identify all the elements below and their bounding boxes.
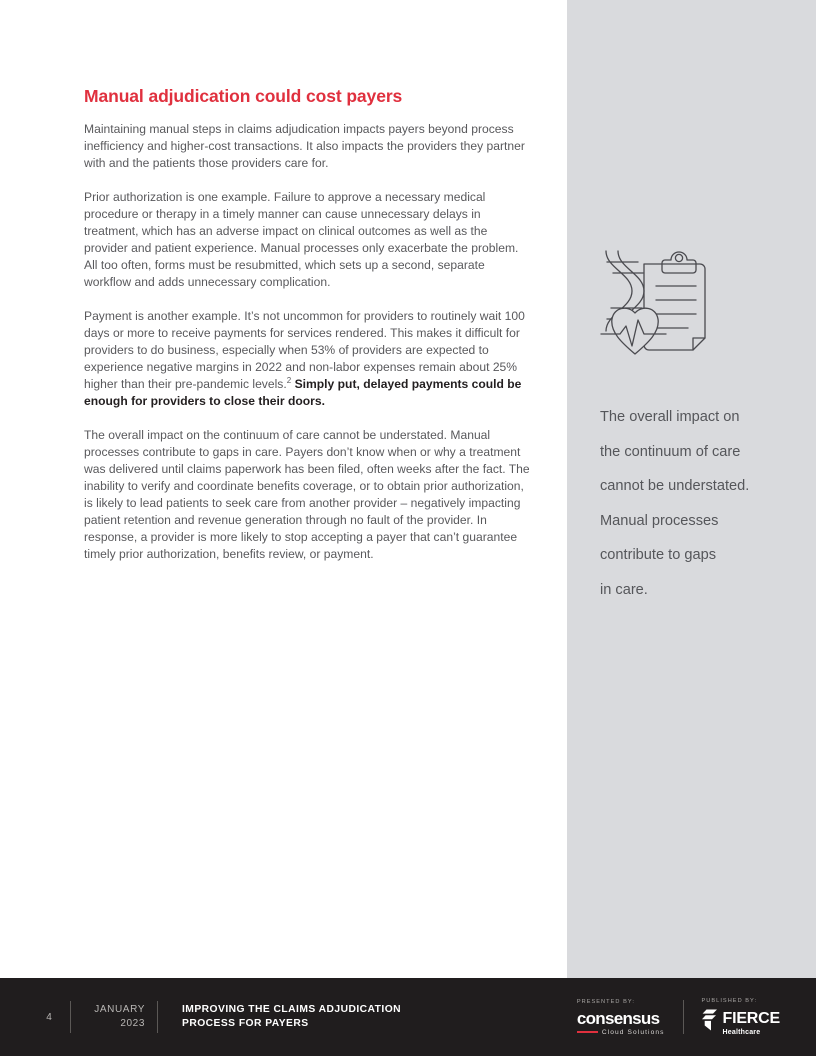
footer-year: 2023 xyxy=(120,1018,145,1029)
paragraph-text: Payment is another example. It’s not uncommon for providers to routinely wait 100 days or more to receive payments for services rendered. This makes it difficult for providers to do business, especially when 53% of providers are expected to experience negative margins in 2022 and non-labor expenses remain about 25% higher than their pre-pandemic levels. xyxy=(84,309,525,391)
pull-quote-line: in care. xyxy=(600,581,648,598)
page-title: Manual adjudication could cost payers xyxy=(84,86,403,106)
fierce-logo xyxy=(702,1009,780,1036)
pull-quote-line: the continuum of care xyxy=(600,443,741,460)
fierce-logo-wordmark: FIERCE xyxy=(722,1009,780,1027)
published-by-block xyxy=(684,998,794,1036)
footer-date xyxy=(83,1003,145,1031)
paragraph-text: Prior authorization is one example. Failure to approve a necessary medical procedure or therapy in a timely manner can cause unnecessary delays in treatment, which has an adverse impact on clinical outcomes as well as the provider and patient experience. Manual processes only exacerbate the problem. All too often, forms must be resubmitted, which sets up a second, separate workflow and adds unnecessary complication. xyxy=(84,190,519,289)
published-by-label: PUBLISHED BY: xyxy=(701,998,758,1004)
footnote-reference: 2 xyxy=(286,375,292,385)
body-paragraph-4 xyxy=(84,427,534,563)
body-paragraph-1 xyxy=(84,121,534,172)
footer-title-line: IMPROVING THE CLAIMS ADJUDICATION xyxy=(182,1003,402,1015)
paragraph-text: The overall impact on the continuum of care cannot be understated. Manual processes contribute to gaps in care. Payers don’t know when or why a treatment was delivered until claims paperwork has been filed, often weeks after the fact. The inability to verify and coordinate benefits coverage, or to obtain prior authorization, is likely to lead patients to seek care from another provider – negatively impacting patient retention and revenue generation through no fault of the provider. In response, a provider is more likely to stop accepting a payer that can’t guarantee timely prior authorization, benefits review, or payment. xyxy=(84,428,530,561)
pull-quote-line: cannot be understated. xyxy=(600,478,750,495)
consensus-logo-tagline: Cloud Solutions xyxy=(601,1028,665,1036)
footer-divider xyxy=(157,1001,158,1033)
footer-divider xyxy=(70,1001,71,1033)
presented-by-block xyxy=(563,999,683,1036)
pull-quote-line: contribute to gaps xyxy=(600,547,717,564)
footer-left-group xyxy=(40,978,401,1056)
presented-by-label: PRESENTED BY: xyxy=(576,998,635,1005)
footer-document-title xyxy=(182,1003,401,1032)
clipboard-dna-heart-icon xyxy=(598,246,718,364)
page-number: 4 xyxy=(46,1011,52,1023)
consensus-logo-tagline-row xyxy=(577,1029,665,1036)
fierce-wordmark-group xyxy=(723,1010,780,1036)
main-text-column xyxy=(84,86,534,563)
consensus-accent-dash xyxy=(577,1031,598,1032)
footer-month: JANUARY xyxy=(94,1004,145,1015)
footer-logos-group xyxy=(563,978,794,1056)
body-paragraph-2 xyxy=(84,189,534,291)
body-paragraph-3 xyxy=(84,308,534,410)
pull-quote xyxy=(600,400,800,608)
paragraph-text: Maintaining manual steps in claims adjudication impacts payers beyond process inefficiency and higher-cost transactions. It also impacts the providers they partner with and the patients those providers care for. xyxy=(84,122,525,170)
pull-quote-line: The overall impact on xyxy=(600,409,740,425)
page-footer xyxy=(0,978,816,1056)
paragraph-emphasis: Simply put, delayed payments could be enough for providers to close their doors. xyxy=(84,377,522,408)
fierce-flag-icon xyxy=(702,1009,718,1036)
consensus-logo-wordmark: consensus xyxy=(576,1008,660,1028)
fierce-logo-subtitle: Healthcare xyxy=(722,1028,761,1036)
footer-title-line: PROCESS FOR PAYERS xyxy=(182,1018,309,1029)
pull-quote-line: Manual processes xyxy=(600,512,719,529)
